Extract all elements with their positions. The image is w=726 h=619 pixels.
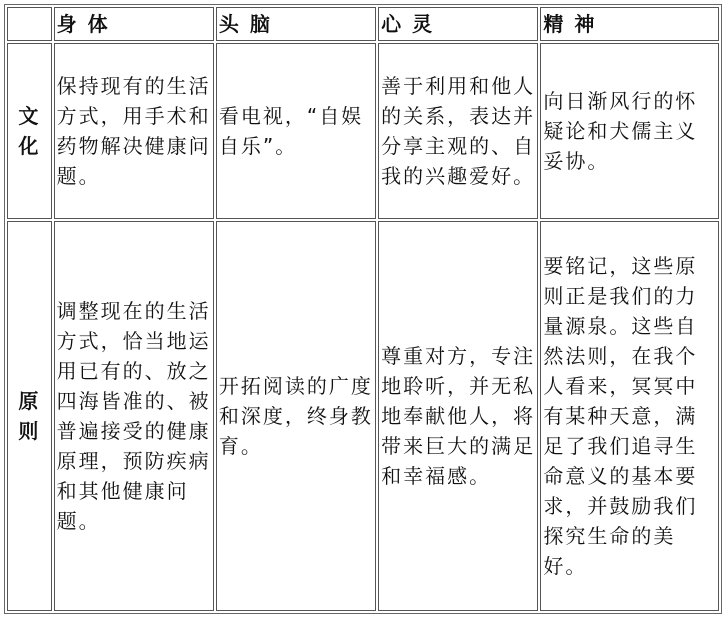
table-row-principle [7, 221, 719, 611]
cell-culture-spirit: 向日渐风行的怀疑论和犬儒主义妥协。 [540, 43, 719, 219]
header-row [7, 7, 719, 41]
comparison-table [4, 4, 722, 614]
cell-principle-mind: 开拓阅读的广度和深度，终身教育。 [216, 221, 376, 611]
cell-principle-spirit: 要铭记，这些原则正是我们的力量源泉。这些自然法则，在我个人看来，冥冥中有某种天意，满足了我们追寻生命意义的基本要求，并鼓励我们探究生命的美好。 [540, 221, 719, 611]
cell-culture-body: 保持现有的生活方式，用手术和药物解决健康问题。 [54, 43, 214, 219]
row-header-culture [7, 43, 52, 219]
cell-principle-body: 调整现在的生活方式，恰当地运用已有的、放之四海皆准的、被普遍接受的健康原理，预防疾病和其他健康问题。 [54, 221, 214, 611]
row-header-char: 文 [18, 104, 41, 129]
column-header-heart: 心 灵 [378, 7, 538, 41]
column-header-body: 身 体 [54, 7, 214, 41]
row-header-char: 化 [18, 134, 41, 159]
cell-culture-mind: 看电视，“自娱自乐”。 [216, 43, 376, 219]
cell-principle-heart: 尊重对方，专注地聆听，并无私地奉献他人，将带来巨大的满足和幸福感。 [378, 221, 538, 611]
row-header-principle [7, 221, 52, 611]
row-header-char: 则 [18, 419, 41, 444]
cell-culture-heart: 善于利用和他人的关系，表达并分享主观的、自我的兴趣爱好。 [378, 43, 538, 219]
corner-cell [7, 7, 52, 41]
table-row-culture [7, 43, 719, 219]
column-header-mind: 头 脑 [216, 7, 376, 41]
column-header-spirit: 精 神 [540, 7, 719, 41]
row-header-char: 原 [18, 389, 41, 414]
